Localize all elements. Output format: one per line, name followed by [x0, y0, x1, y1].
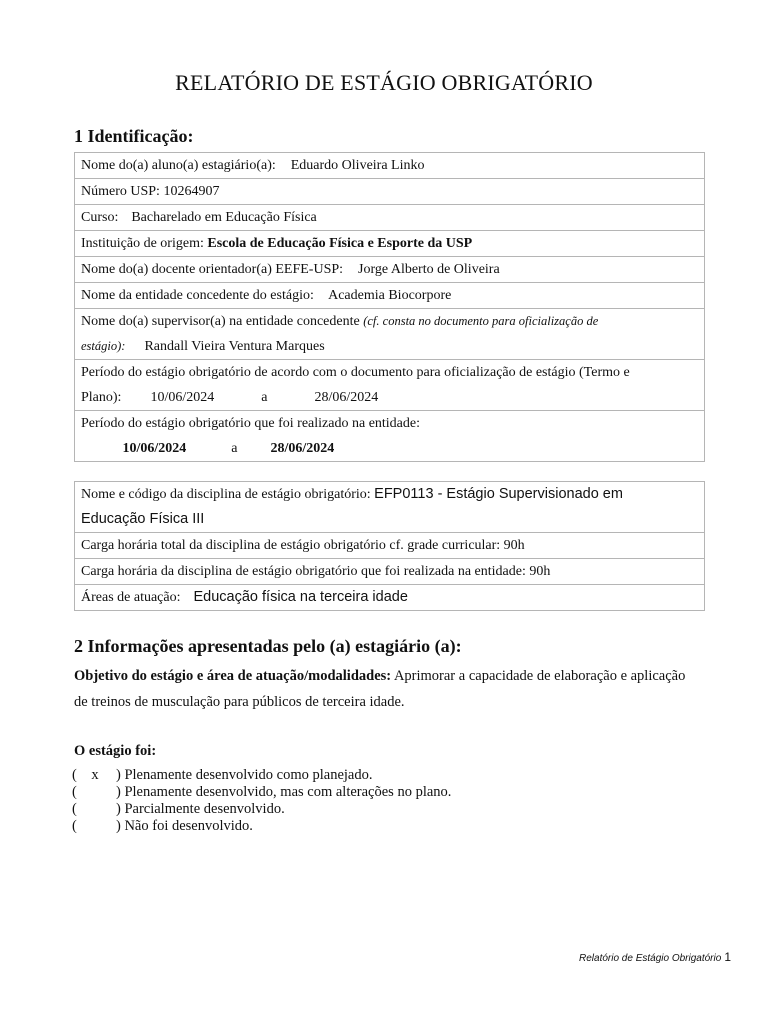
page-footer [579, 950, 731, 964]
student-label: Nome do(a) aluno(a) estagiário(a): [81, 158, 276, 173]
option-fully-planned[interactable]: ( x ) Plenamente desenvolvido como planejado. [72, 767, 373, 783]
section-1-heading: 1 Identificação: [74, 126, 194, 146]
entity-label: Nome da entidade concedente do estágio: [81, 288, 314, 303]
usp-label: Número USP: [81, 184, 160, 199]
usp-value: 10264907 [163, 184, 220, 199]
row-areas [75, 585, 704, 611]
section-2-heading: 2 Informações apresentadas pelo (a) estagiário (a): [74, 636, 462, 656]
entity-value: Academia Biocorpore [328, 288, 452, 303]
footer-text: Relatório de Estágio Obrigatório [579, 953, 722, 964]
objective-text: Aprimorar a capacidade de elaboração e aplicação [393, 668, 686, 684]
supervisor-note-cont: estágio): [81, 339, 126, 353]
period-doc-sep: a [261, 390, 268, 405]
discipline-value-cont: Educação Física III [81, 511, 205, 527]
supervisor-note: (cf. consta no documento para oficialização de [363, 314, 599, 328]
objective-text-cont: de treinos de musculação para públicos de terceira idade. [74, 694, 405, 710]
status-heading: O estágio foi: [74, 743, 157, 759]
page-number: 1 [724, 950, 731, 964]
student-value: Eduardo Oliveira Linko [290, 158, 425, 173]
period-real-start: 10/06/2024 [122, 441, 187, 456]
row-supervisor [75, 309, 704, 360]
objective-label: Objetivo do estágio e área de atuação/modalidades: [74, 668, 392, 684]
period-doc-label-cont: Plano): [81, 390, 122, 405]
option-text: ) Não foi desenvolvido. [116, 818, 253, 834]
row-usp [75, 179, 704, 205]
option-text: ) Plenamente desenvolvido, mas com alterações no plano. [116, 784, 452, 800]
period-real-end: 28/06/2024 [270, 441, 335, 456]
advisor-value: Jorge Alberto de Oliveira [358, 262, 500, 277]
option-fully-with-changes[interactable]: ( ) Plenamente desenvolvido, mas com alterações no plano. [72, 784, 452, 800]
institution-label: Instituição de origem: [81, 236, 204, 251]
course-label: Curso: [81, 210, 119, 225]
discipline-label: Nome e código da disciplina de estágio obrigatório: [81, 487, 371, 502]
period-doc-label: Período do estágio obrigatório de acordo com o documento para oficialização de estágio (Termo e [81, 365, 630, 380]
supervisor-value: Randall Vieira Ventura Marques [144, 339, 325, 354]
discipline-value: EFP0113 - Estágio Supervisionado em [374, 486, 623, 502]
option-partial[interactable]: ( ) Parcialmente desenvolvido. [72, 801, 285, 817]
institution-value: Escola de Educação Física e Esporte da USP [207, 236, 473, 251]
row-institution [75, 231, 704, 257]
period-real-label: Período do estágio obrigatório que foi realizado na entidade: [81, 416, 421, 431]
discipline-table [74, 481, 705, 611]
objective-paragraph [74, 663, 734, 715]
row-period-real [75, 411, 704, 462]
row-hours-done: Carga horária da disciplina de estágio obrigatório que foi realizada na entidade: 90h [75, 559, 704, 585]
period-doc-start: 10/06/2024 [150, 390, 215, 405]
period-doc-end: 28/06/2024 [314, 390, 379, 405]
option-text: ) Parcialmente desenvolvido. [116, 801, 285, 817]
row-course [75, 205, 704, 231]
option-not-developed[interactable]: ( ) Não foi desenvolvido. [72, 818, 253, 834]
row-advisor [75, 257, 704, 283]
option-check-mark: x [91, 767, 99, 783]
row-period-document [75, 360, 704, 411]
course-value: Bacharelado em Educação Física [131, 210, 317, 225]
identification-table [74, 152, 705, 462]
period-real-sep: a [231, 441, 238, 456]
areas-label: Áreas de atuação: [81, 590, 181, 605]
row-hours-total: Carga horária total da disciplina de estágio obrigatório cf. grade curricular: 90h [75, 533, 704, 559]
advisor-label: Nome do(a) docente orientador(a) EEFE-USP: [81, 262, 344, 277]
option-text: ) Plenamente desenvolvido como planejado. [116, 767, 373, 783]
row-entity [75, 283, 704, 309]
row-discipline-name [75, 482, 704, 533]
document-title: RELATÓRIO DE ESTÁGIO OBRIGATÓRIO [175, 70, 593, 95]
row-student [75, 153, 704, 179]
areas-value: Educação física na terceira idade [193, 589, 408, 605]
supervisor-label: Nome do(a) supervisor(a) na entidade concedente [81, 314, 360, 329]
